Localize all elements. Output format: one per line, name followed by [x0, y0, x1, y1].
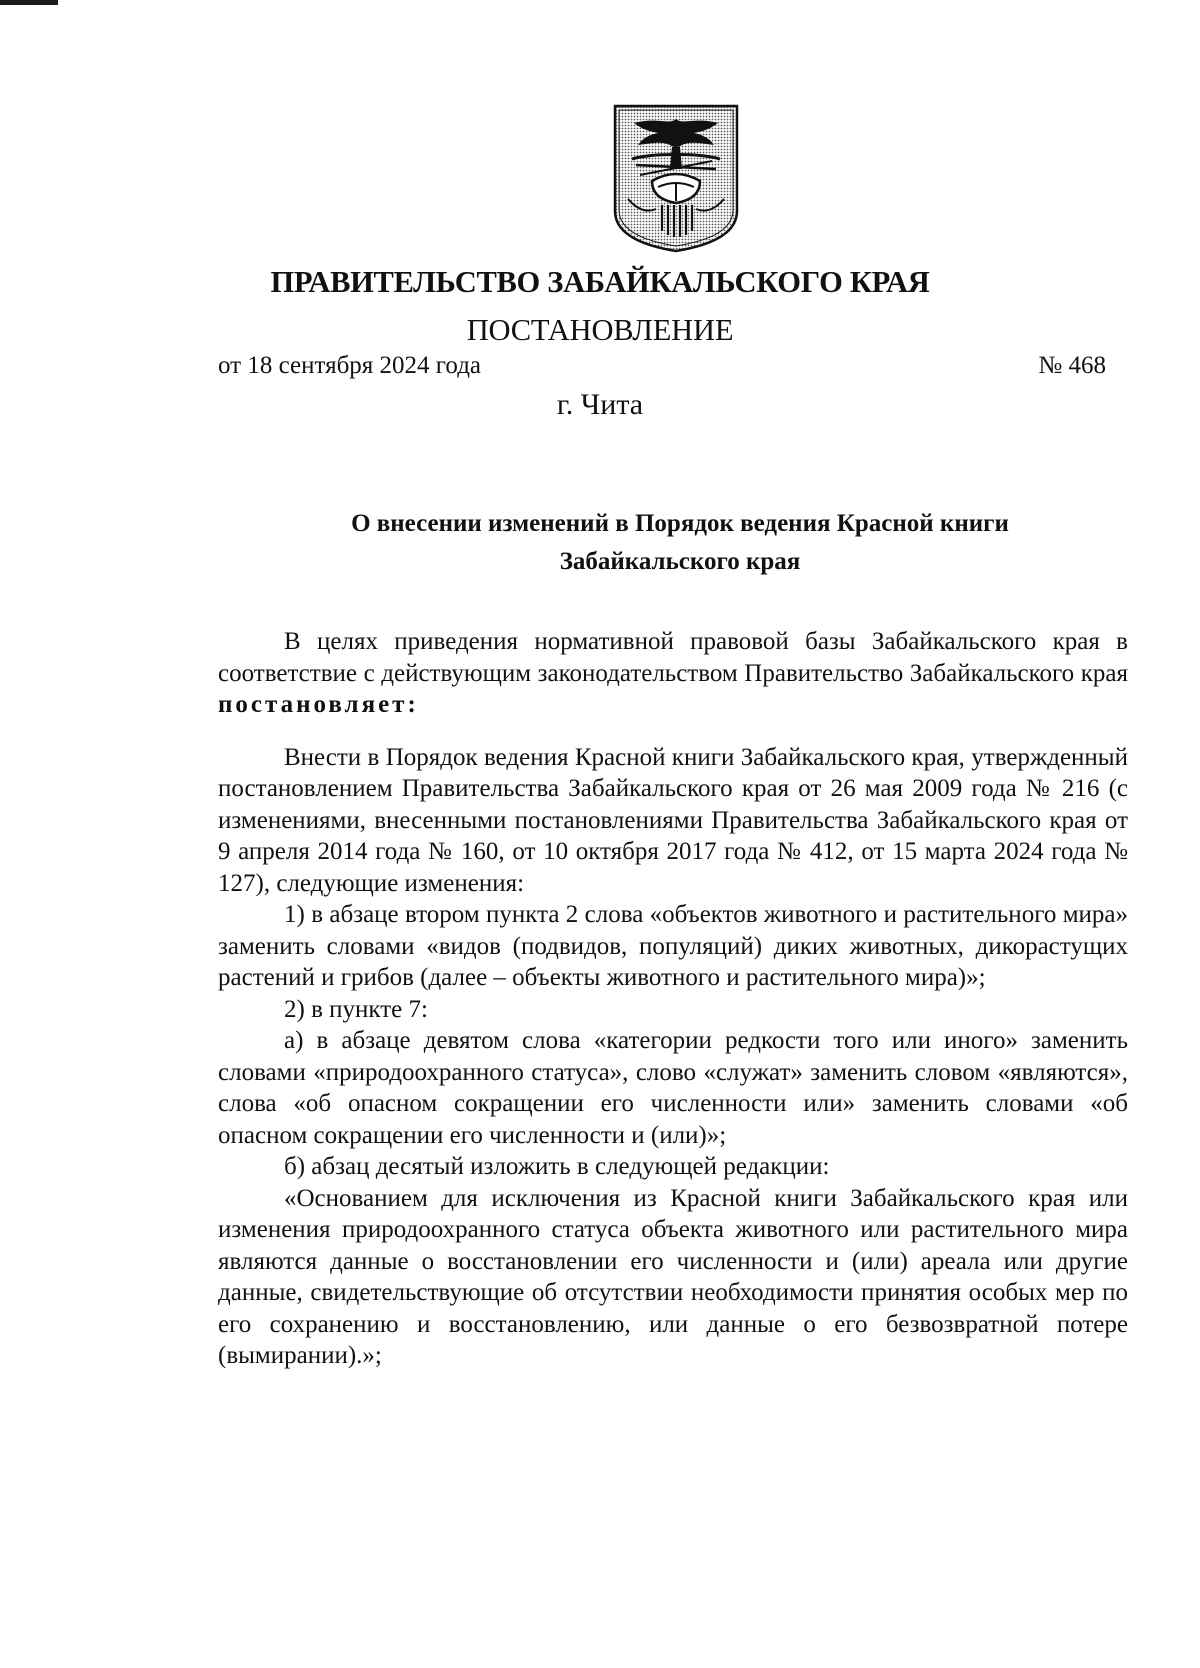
- amendment-subitem: а) в абзаце девятом слова «категории редкости того или иного» заменить словами «природоохранного статуса», слово «служат» заменить словом «являются», слова «об опасном сокращении его численности или» заменить словами «об опасном сокращении его численности и (или)»;: [218, 1027, 1128, 1149]
- subject-line: Забайкальского края: [559, 548, 801, 575]
- amendment-item: 1) в абзаце втором пункта 2 слова «объектов животного и растительного мира» заменить словами «видов (подвидов, популяций) диких животных, дикорастущих растений и грибов (далее – объекты животного и растительного мира)»;: [218, 901, 1128, 991]
- amendment-quote: «Основанием для исключения из Красной книги Забайкальского края или изменения природоохранного статуса объекта животного или растительного мира являются данные о восстановлении его численности и (или) ареала или другие данные, свидетельствующие об отсутствии необходимости принятия особых мер по его сохранению и восстановлению, или данные о его безвозвратной потере (вымирании).»;: [218, 1184, 1128, 1369]
- document-body: [218, 626, 1128, 1372]
- amendment-item: 2) в пункте 7:: [284, 995, 428, 1023]
- amendment-subitem: б) абзац десятый изложить в следующей редакции:: [284, 1153, 830, 1180]
- document-number: № 468: [1038, 352, 1106, 379]
- main-paragraph: Внести в Порядок ведения Красной книги Забайкальского края, утвержденный постановлением Правительства Забайкальского края от 26 мая 2009 года № 216 (с изменениями, внесенными постановлениями Правительства Забайкальского края от 9 апреля 2014 года № 160, от 10 октября 2017 года № 412, от 15 марта 2024 года № 127), следующие изменения:: [218, 743, 1128, 897]
- subject-line: О внесении изменений в Порядок ведения Красной книги: [351, 510, 1009, 537]
- document-date: от 18 сентября 2024 года: [218, 352, 482, 379]
- document-type: ПОСТАНОВЛЕНИЕ: [466, 313, 734, 347]
- document-city: г. Чита: [556, 388, 644, 421]
- scan-artifact: [0, 0, 58, 5]
- document-subject: [300, 505, 1060, 581]
- government-name: ПРАВИТЕЛЬСТВО ЗАБАЙКАЛЬСКОГО КРАЯ: [270, 265, 930, 299]
- preamble-paragraph: [218, 626, 1128, 721]
- resolves-word: постановляет:: [218, 691, 419, 718]
- preamble-text: В целях приведения нормативной правовой базы Забайкальского края в соответствие с действующим законодательством Правительство Забайкальского края: [218, 628, 1128, 687]
- coat-of-arms-icon: [612, 103, 740, 253]
